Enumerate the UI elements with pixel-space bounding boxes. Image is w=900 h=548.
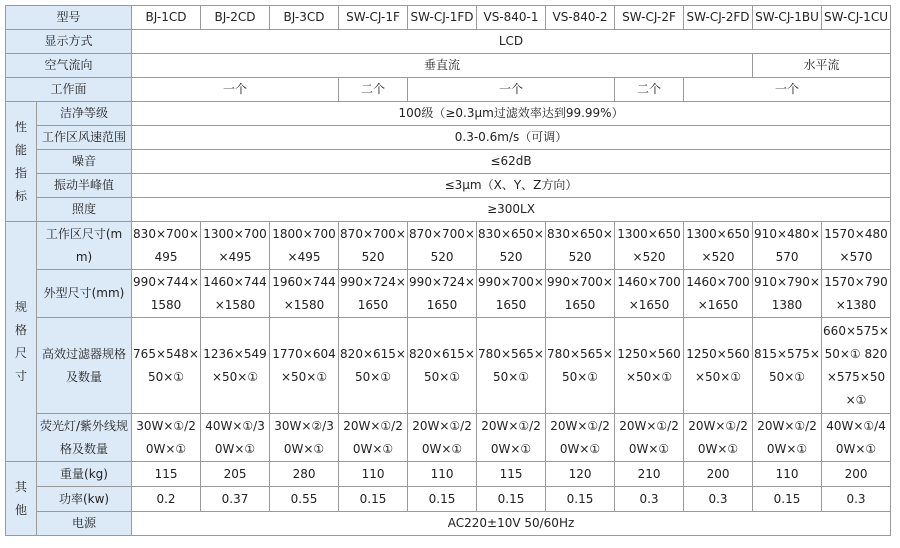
lamp-value: 20W×①/20W×① [753,414,822,462]
power-value: 0.15 [477,487,546,512]
performance-row [6,102,891,126]
hepa-value: 765×548×50×① [132,318,201,414]
hepa-value: 780×565×50×① [546,318,615,414]
model-cell: SW-CJ-1CU [822,6,891,30]
power-value: 0.15 [339,487,408,512]
work-area-value: 1300×650×520 [684,222,753,270]
power-value: 0.15 [408,487,477,512]
power-label: 功率(kw) [37,487,132,512]
weight-value: 115 [477,462,546,487]
lamp-value: 20W×①/20W×① [339,414,408,462]
outer-size-value: 1460×744×1580 [201,270,270,318]
weight-value: 120 [546,462,615,487]
outer-size-value: 1460×700×1650 [684,270,753,318]
lamp-value: 20W×①/20W×① [477,414,546,462]
work-area-value: 870×700×520 [339,222,408,270]
airflow-row [6,54,891,78]
cleanliness-label: 洁净等级 [37,102,132,126]
weight-value: 110 [753,462,822,487]
lamp-value: 40W×①/30W×① [201,414,270,462]
weight-value: 110 [339,462,408,487]
work-area-value: 830×650×520 [546,222,615,270]
workface-row [6,78,891,102]
airspeed-value: 0.3-0.6m/s（可调） [132,126,891,150]
model-cell: SW-CJ-2FD [684,6,753,30]
weight-value: 115 [132,462,201,487]
model-cell: SW-CJ-1F [339,6,408,30]
weight-value: 210 [615,462,684,487]
hepa-row [6,318,891,414]
airflow-horizontal: 水平流 [753,54,891,78]
outer-size-value: 990×744×1580 [132,270,201,318]
performance-row [6,198,891,222]
lamp-value: 20W×①/20W×① [408,414,477,462]
airspeed-label: 工作区风速范围 [37,126,132,150]
outer-size-value: 990×700×1650 [477,270,546,318]
supply-row [6,512,891,536]
power-value: 0.55 [270,487,339,512]
performance-group-label: 性能指标 [6,102,37,222]
outer-size-value: 990×724×1650 [408,270,477,318]
power-value: 0.3 [822,487,891,512]
lamp-value: 40W×①/40W×① [822,414,891,462]
outer-size-value: 1570×790×1380 [822,270,891,318]
model-cell: VS-840-2 [546,6,615,30]
hepa-value: 1236×549×50×① [201,318,270,414]
performance-row [6,174,891,198]
outer-size-value: 910×790×1380 [753,270,822,318]
performance-row [6,126,891,150]
outer-size-label: 外型尺寸(mm) [37,270,132,318]
work-area-row [6,222,891,270]
hepa-value: 820×615×50×① [408,318,477,414]
display-row [6,30,891,54]
hepa-value: 660×575×50×① 820×575×50×① [822,318,891,414]
noise-label: 噪音 [37,150,132,174]
model-cell: SW-CJ-1FD [408,6,477,30]
cleanliness-value: 100级（≥0.3μm过滤效率达到99.99%） [132,102,891,126]
supply-label: 电源 [37,512,132,536]
airflow-vertical: 垂直流 [132,54,753,78]
work-area-value: 1800×700×495 [270,222,339,270]
weight-value: 280 [270,462,339,487]
workface-label: 工作面 [6,78,132,102]
work-area-label: 工作区尺寸(mm) [37,222,132,270]
header-row [6,6,891,30]
workface-value: 二个 [339,78,408,102]
outer-size-value: 1460×700×1650 [615,270,684,318]
hepa-value: 1250×560×50×① [615,318,684,414]
outer-size-value: 1960×744×1580 [270,270,339,318]
airflow-label: 空气流向 [6,54,132,78]
supply-value: AC220±10V 50/60Hz [132,512,891,536]
vibration-label: 振动半峰值 [37,174,132,198]
power-value: 0.37 [201,487,270,512]
work-area-value: 830×700×495 [132,222,201,270]
hepa-value: 815×575×50×① [753,318,822,414]
hepa-value: 1250×560×50×① [684,318,753,414]
model-cell: BJ-1CD [132,6,201,30]
lamp-value: 20W×①/20W×① [615,414,684,462]
weight-value: 200 [822,462,891,487]
weight-value: 205 [201,462,270,487]
work-area-value: 1570×480×570 [822,222,891,270]
power-value: 0.3 [684,487,753,512]
outer-size-value: 990×724×1650 [339,270,408,318]
work-area-value: 830×650×520 [477,222,546,270]
workface-value: 一个 [684,78,891,102]
lamp-row [6,414,891,462]
power-value: 0.15 [546,487,615,512]
lamp-value: 20W×①/20W×① [684,414,753,462]
other-group-label: 其他 [6,462,37,536]
outer-size-value: 990×700×1650 [546,270,615,318]
work-area-value: 870×700×520 [408,222,477,270]
model-cell: SW-CJ-1BU [753,6,822,30]
hepa-value: 1770×604×50×① [270,318,339,414]
type-label: 型号 [6,6,132,30]
model-cell: VS-840-1 [477,6,546,30]
illuminance-value: ≥300LX [132,198,891,222]
model-cell: BJ-3CD [270,6,339,30]
weight-value: 200 [684,462,753,487]
power-value: 0.2 [132,487,201,512]
performance-row [6,150,891,174]
weight-value: 110 [408,462,477,487]
hepa-value: 820×615×50×① [339,318,408,414]
display-value: LCD [132,30,891,54]
lamp-value: 30W×②/30W×① [270,414,339,462]
illuminance-label: 照度 [37,198,132,222]
work-area-value: 910×480×570 [753,222,822,270]
lamp-label: 荧光灯/紫外线规格及数量 [37,414,132,462]
workface-value: 一个 [408,78,615,102]
display-label: 显示方式 [6,30,132,54]
specs-group-label: 规格尺寸 [6,222,37,462]
noise-value: ≤62dB [132,150,891,174]
weight-label: 重量(kg) [37,462,132,487]
workface-value: 二个 [615,78,684,102]
work-area-value: 1300×650×520 [615,222,684,270]
power-value: 0.15 [753,487,822,512]
workface-value: 一个 [132,78,339,102]
hepa-label: 高效过滤器规格及数量 [37,318,132,414]
outer-size-row [6,270,891,318]
power-value: 0.3 [615,487,684,512]
weight-row [6,462,891,487]
spec-table [5,5,891,536]
work-area-value: 1300×700×495 [201,222,270,270]
hepa-value: 780×565×50×① [477,318,546,414]
power-row [6,487,891,512]
lamp-value: 30W×①/20W×① [132,414,201,462]
vibration-value: ≤3μm（X、Y、Z方向） [132,174,891,198]
model-cell: BJ-2CD [201,6,270,30]
lamp-value: 20W×①/20W×① [546,414,615,462]
model-cell: SW-CJ-2F [615,6,684,30]
